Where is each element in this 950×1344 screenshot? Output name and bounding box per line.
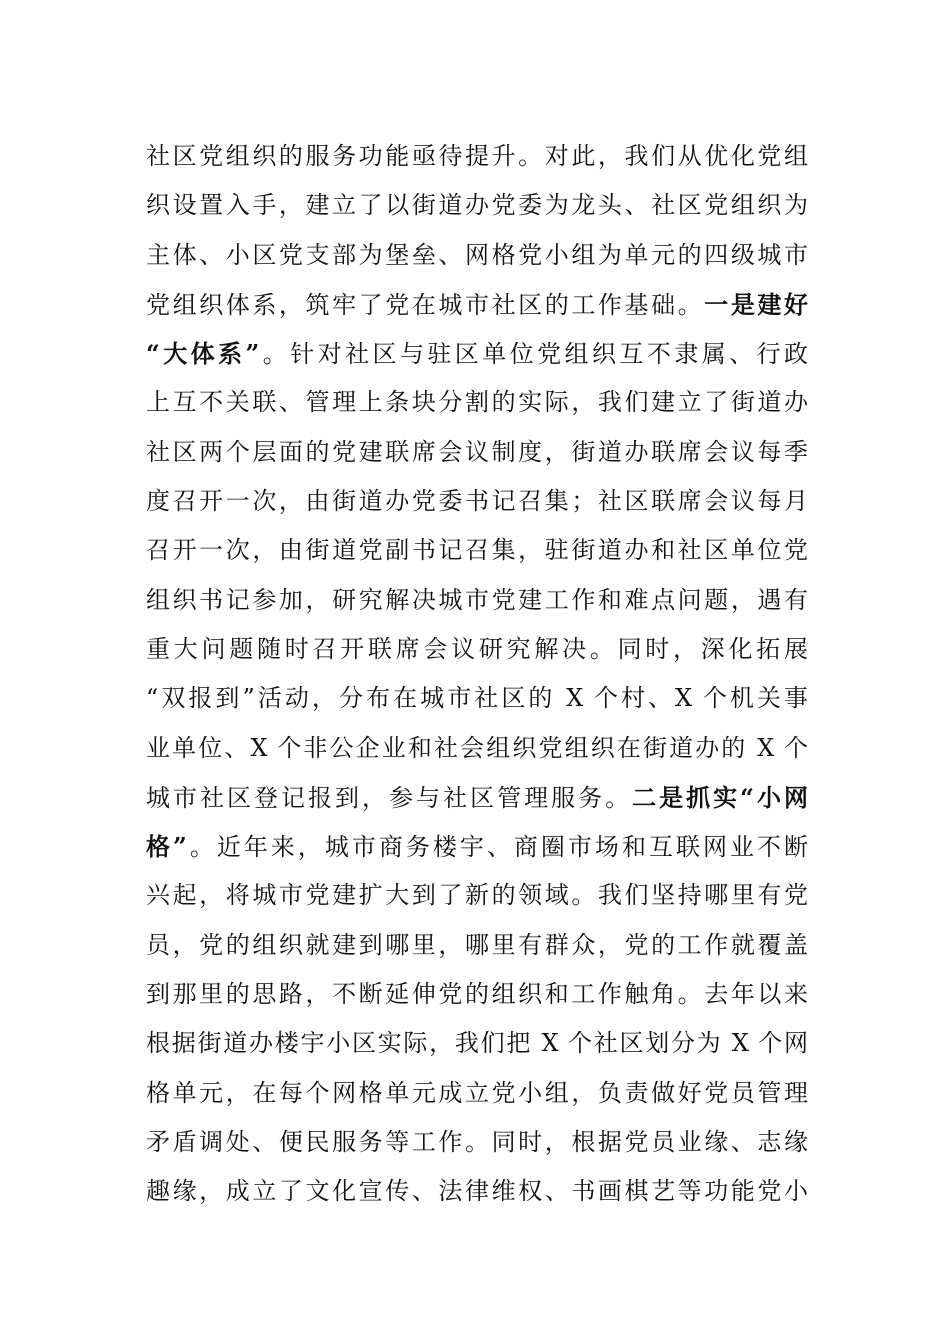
text-segment: 业单位、X 个非公企业和社会组织党组织在街道办的 X 个 — [146, 733, 808, 762]
emphasis-text: 二是抓实“小网 — [632, 782, 808, 812]
text-segment: 趣缘，成立了文化宣传、法律维权、书画棋艺等功能党小 — [146, 1177, 808, 1206]
emphasis-text: 一是建好 — [704, 289, 808, 319]
text-line — [146, 1167, 808, 1216]
emphasis-text: 格” — [146, 832, 187, 862]
text-segment: 矛盾调处、便民服务等工作。同时，根据党员业缘、志缘 — [146, 1127, 808, 1156]
text-line — [146, 132, 808, 181]
text-segment: 主体、小区党支部为堡垒、网格党小组为单元的四级城市 — [146, 240, 808, 269]
text-line — [146, 1118, 808, 1167]
text-segment: 召开一次，由街道党副书记召集，驻街道办和社区单位党 — [146, 536, 808, 565]
text-segment: 。近年来，城市商务楼宇、商圈市场和互联网业不断 — [186, 833, 808, 862]
text-line — [146, 822, 808, 871]
text-segment: 员，党的组织就建到哪里，哪里有群众，党的工作就覆盖 — [146, 930, 808, 959]
emphasis-text: “大体系” — [146, 339, 260, 369]
text-segment: 度召开一次，由街道办党委书记召集；社区联席会议每月 — [146, 487, 808, 516]
text-line — [146, 181, 808, 230]
text-segment: 社区党组织的服务功能亟待提升。对此，我们从优化党组 — [146, 142, 808, 170]
text-line — [146, 724, 808, 773]
text-line — [146, 921, 808, 970]
text-segment: 格单元，在每个网格单元成立党小组，负责做好党员管理 — [146, 1078, 808, 1107]
text-line — [146, 970, 808, 1019]
text-line — [146, 329, 808, 378]
text-segment: 组织书记参加，研究解决城市党建工作和难点问题，遇有 — [146, 585, 808, 614]
text-segment: 织设置入手，建立了以街道办党委为龙头、社区党组织为 — [146, 191, 808, 220]
text-line — [146, 1019, 808, 1068]
text-segment: 到那里的思路，不断延伸党的组织和工作触角。去年以来 — [146, 980, 808, 1009]
text-segment: 根据街道办楼宇小区实际，我们把 X 个社区划分为 X 个网 — [146, 1029, 808, 1058]
text-line — [146, 477, 808, 526]
text-segment: 上互不关联、管理上条块分割的实际，我们建立了街道办 — [146, 388, 808, 417]
text-line — [146, 378, 808, 427]
body-text — [146, 132, 808, 1217]
text-line — [146, 280, 808, 329]
text-line — [146, 773, 808, 822]
text-line — [146, 526, 808, 575]
text-line — [146, 625, 808, 674]
text-line — [146, 428, 808, 477]
text-line — [146, 576, 808, 625]
text-segment: 重大问题随时召开联席会议研究解决。同时，深化拓展 — [146, 634, 808, 663]
text-segment: 社区两个层面的党建联席会议制度，街道办联席会议每季 — [146, 437, 808, 466]
text-segment: 。针对社区与驻区单位党组织互不隶属、行政 — [259, 340, 808, 369]
text-segment: 党组织体系，筑牢了党在城市社区的工作基础。 — [146, 290, 705, 319]
text-segment: 兴起，将城市党建扩大到了新的领域。我们坚持哪里有党 — [146, 881, 808, 910]
text-line — [146, 871, 808, 920]
text-segment: “双报到”活动，分布在城市社区的 X 个村、X 个机关事 — [146, 684, 808, 713]
text-line — [146, 231, 808, 280]
text-line — [146, 674, 808, 723]
text-line — [146, 1069, 808, 1118]
text-segment: 城市社区登记报到，参与社区管理服务。 — [146, 783, 633, 812]
